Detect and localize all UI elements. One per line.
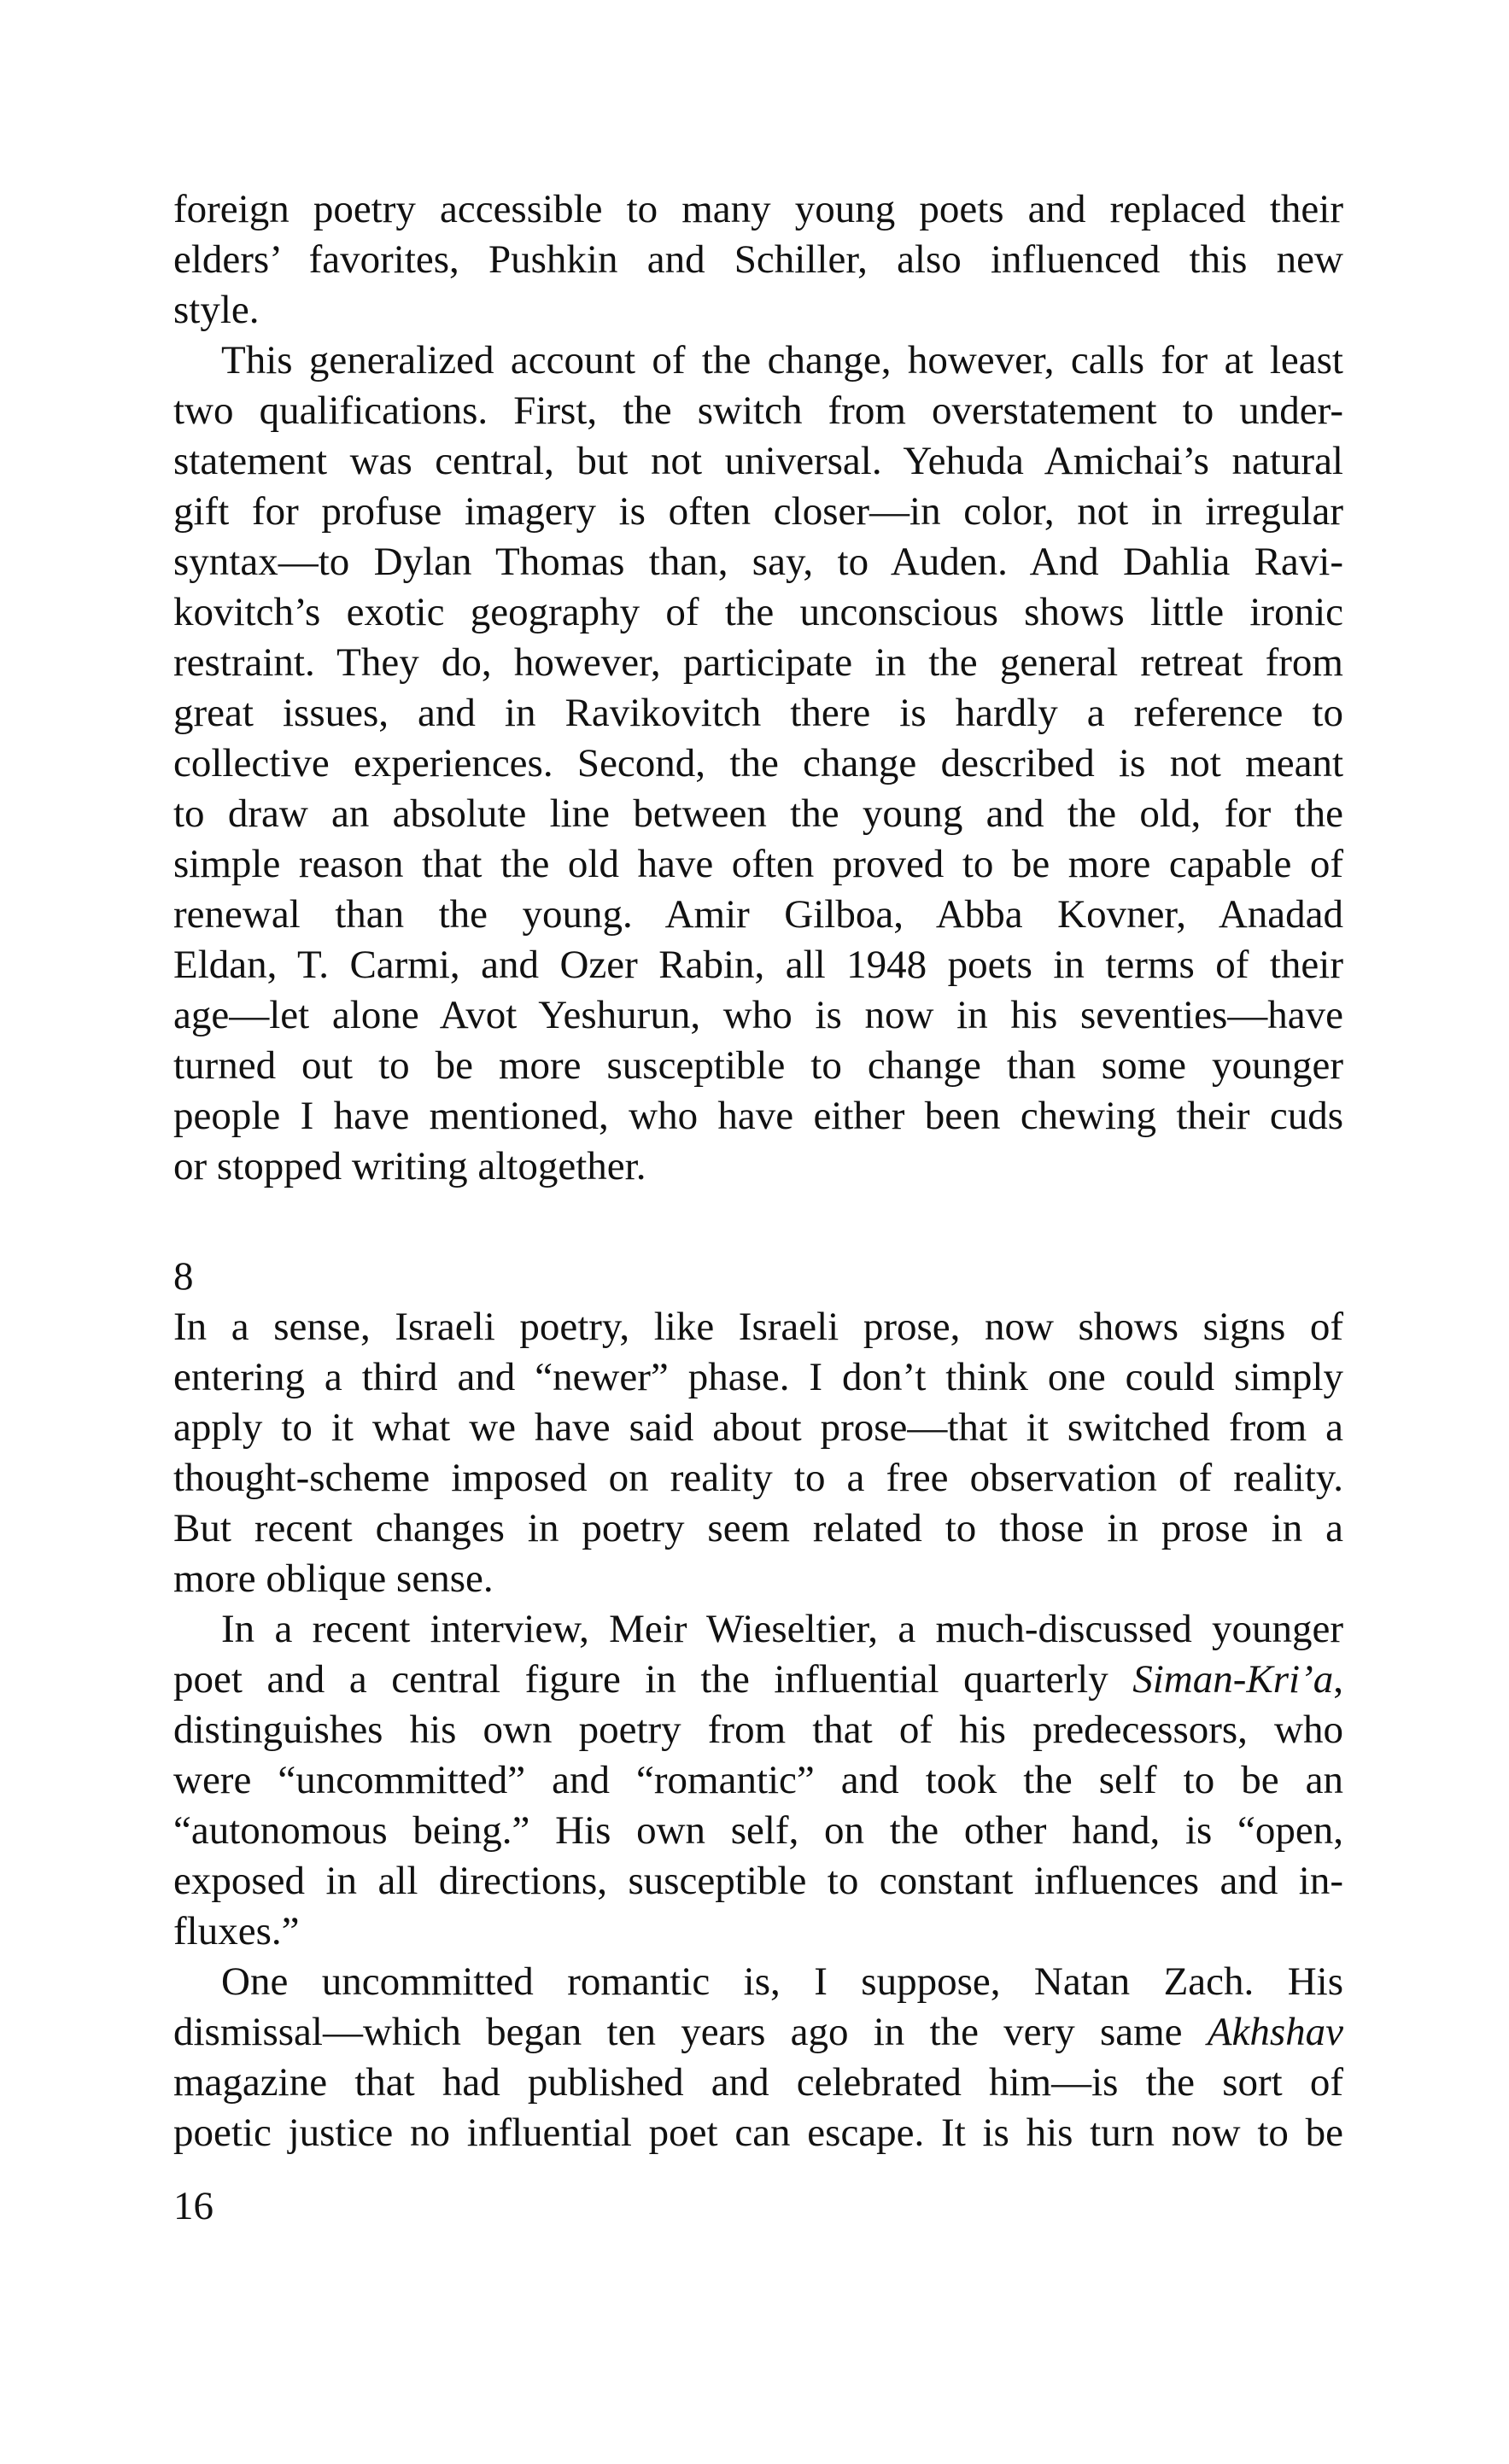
text-line: “autonomous being.” His own self, on the other hand, is “open, (173, 1808, 1343, 1853)
text-line: were “uncommitted” and “romantic” and took the self to be an (173, 1758, 1343, 1802)
text-line: age—let alone Avot Yeshurun, who is now in his seventies—have (173, 993, 1343, 1037)
text-line: exposed in all directions, susceptible to constant influences and in- (173, 1859, 1343, 1903)
text-line: magazine that had published and celebrated him—is the sort of (173, 2060, 1343, 2105)
text-line: apply to it what we have said about prose—that it switched from a (173, 1405, 1343, 1450)
paragraph-zach (173, 1957, 1343, 2158)
page-number: 16 (173, 2184, 213, 2228)
text-line: This generalized account of the change, however, calls for at least (221, 338, 1343, 382)
text-line: gift for profuse imagery is often closer—in color, not in irregular (173, 489, 1343, 534)
text-line: people I have mentioned, who have either been chewing their cuds (173, 1094, 1343, 1138)
magazine-title: Akhshav (1207, 2010, 1343, 2054)
text-line: syntax—to Dylan Thomas than, say, to Auden. And Dahlia Ravi- (173, 540, 1343, 584)
text-line: collective experiences. Second, the change described is not meant (173, 741, 1343, 785)
text-line: two qualifications. First, the switch from overstatement to under- (173, 388, 1343, 433)
text-line: fluxes.” (173, 1909, 300, 1953)
text-line: more oblique sense. (173, 1556, 494, 1601)
paragraph-third-phase (173, 1302, 1343, 1604)
section-number: 8 (173, 1254, 194, 1299)
text-line: distinguishes his own poetry from that of his predecessors, who (173, 1708, 1343, 1752)
text-line: dismissal—which began ten years ago in the very same Akhshav (173, 2010, 1343, 2054)
text-line: simple reason that the old have often proved to be more capable of (173, 842, 1343, 886)
text-line: or stopped writing altogether. (173, 1144, 646, 1188)
text-line: to draw an absolute line between the young and the old, for the (173, 791, 1343, 836)
text-line: In a recent interview, Meir Wieseltier, a much-discussed younger (221, 1607, 1343, 1651)
text-line: thought-scheme imposed on reality to a free observation of reality. (173, 1456, 1343, 1500)
paragraph-wieseltier (173, 1604, 1343, 1957)
text-line: But recent changes in poetry seem related to those in prose in a (173, 1506, 1343, 1550)
text-line: style. (173, 288, 260, 332)
text-line: restraint. They do, however, participate in the general retreat from (173, 640, 1343, 685)
text-line: statement was central, but not universal. Yehuda Amichai’s natural (173, 439, 1343, 483)
text-line: One uncommitted romantic is, I suppose, Natan Zach. His (221, 1959, 1343, 2004)
text-line: In a sense, Israeli poetry, like Israeli prose, now shows signs of (173, 1305, 1343, 1349)
text-line: great issues, and in Ravikovitch there is hardly a reference to (173, 691, 1343, 735)
text-line: foreign poetry accessible to many young poets and replaced their (173, 187, 1343, 231)
text-line: renewal than the young. Amir Gilboa, Abba Kovner, Anadad (173, 892, 1343, 937)
paragraph-qualifications (173, 336, 1343, 1192)
text-line: entering a third and “newer” phase. I don’t think one could simply (173, 1355, 1343, 1399)
text-line: turned out to be more susceptible to change than some younger (173, 1043, 1343, 1088)
paragraph-continued (173, 184, 1343, 336)
text-line: poetic justice no influential poet can escape. It is his turn now to be (173, 2111, 1343, 2155)
text-line: poet and a central figure in the influential quarterly Siman-Kri’a, (173, 1657, 1343, 1702)
text-line: Eldan, T. Carmi, and Ozer Rabin, all 1948 poets in terms of their (173, 943, 1343, 987)
magazine-title: Siman-Kri’a (1132, 1657, 1334, 1702)
text-line: elders’ favorites, Pushkin and Schiller, also influenced this new (173, 237, 1343, 282)
page-body (173, 184, 1343, 2158)
text-line: kovitch’s exotic geography of the unconscious shows little ironic (173, 590, 1343, 634)
